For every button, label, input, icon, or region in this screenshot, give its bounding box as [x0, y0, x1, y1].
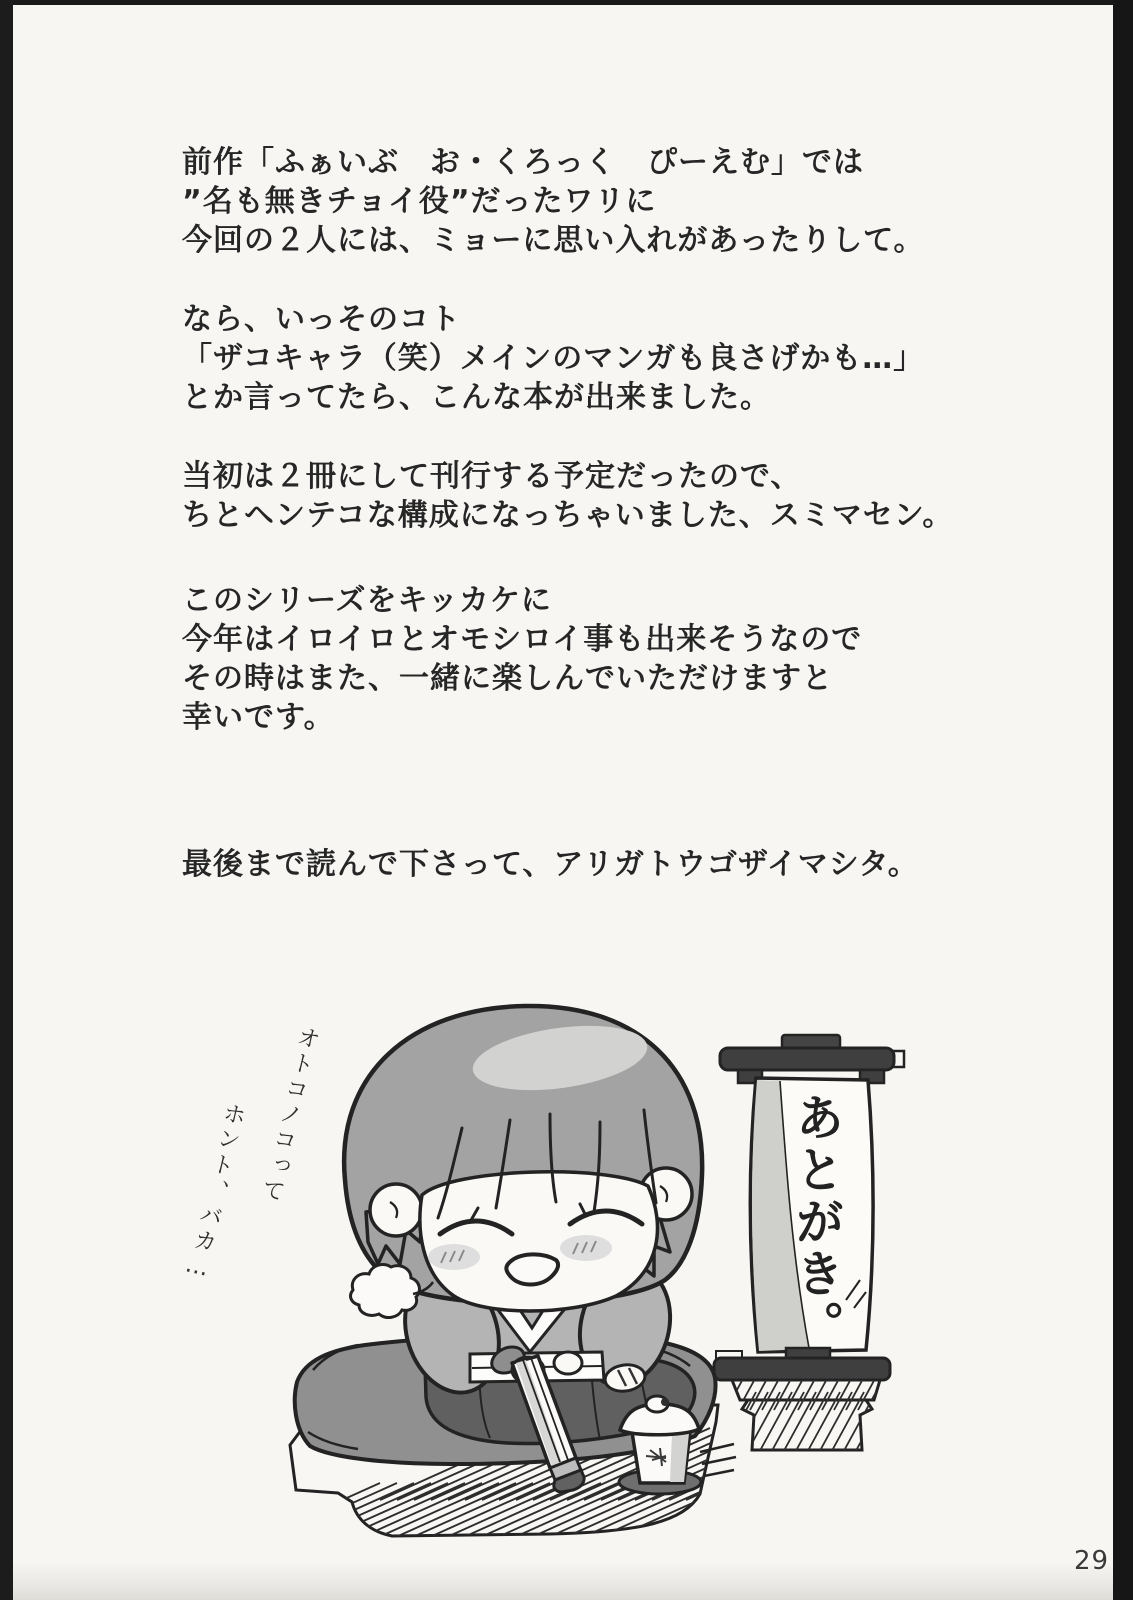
hand-right	[554, 1352, 582, 1374]
afterword-line: なら、いっそのコト	[182, 302, 461, 337]
afterword-paragraph	[182, 845, 919, 884]
scan-border-right	[1113, 0, 1133, 1600]
scroll-top-bar	[720, 1048, 894, 1070]
open-smile-mouth	[506, 1254, 558, 1284]
afterword-paragraph	[182, 457, 953, 535]
page-number: 29	[1074, 1546, 1110, 1576]
scroll-bottom-bar	[714, 1358, 890, 1380]
afterword-line: とか言ってたら、こんな本が出来ました。	[182, 380, 771, 415]
afterword-line: その時はまた、一緒に楽しんでいただけますと	[182, 661, 833, 696]
afterword-line: 前作「ふぁいぶ お・くろっく ぴーえむ」では	[182, 145, 864, 180]
afterword-line: 今年はイロイロとオモシロイ事も出来そうなので	[182, 622, 863, 657]
afterword-line: このシリーズをキッカケに	[182, 583, 552, 618]
afterword-line: 「ザコキャラ（笑）メインのマンガも良さげかも…」	[182, 341, 925, 376]
afterword-paragraph	[182, 581, 862, 737]
afterword-line: 当初は２冊にして刊行する予定だったので、	[182, 459, 802, 494]
afterword-line: ”名も無きチョイ役”だったワリに	[182, 184, 657, 219]
handwritten-note-2: ホント、バカ…	[180, 1098, 248, 1286]
scroll-label-atogaki: あとがき。	[788, 1092, 845, 1352]
afterword-illustration	[80, 980, 1040, 1600]
scan-border-top	[0, 0, 1133, 5]
afterword-paragraph	[182, 300, 924, 417]
scan-border-left	[0, 0, 13, 1600]
blush-right	[560, 1235, 612, 1261]
puff-cloud	[351, 1265, 420, 1318]
handwritten-note-1: オトコノコって	[255, 1022, 322, 1207]
afterword-line: 今回の２人には、ミョーに思い入れがあったりして。	[182, 223, 925, 258]
face	[420, 1172, 658, 1311]
afterword-line: 幸いです。	[182, 700, 335, 735]
blush-left	[428, 1244, 480, 1270]
afterword-paragraph	[182, 143, 925, 260]
teacup-knob-dot	[661, 1398, 669, 1406]
afterword-line: 最後まで読んで下さって、アリガトウゴザイマシタ。	[182, 847, 919, 882]
afterword-line: ちとヘンテコな構成になっちゃいました、スミマセン。	[182, 498, 954, 533]
